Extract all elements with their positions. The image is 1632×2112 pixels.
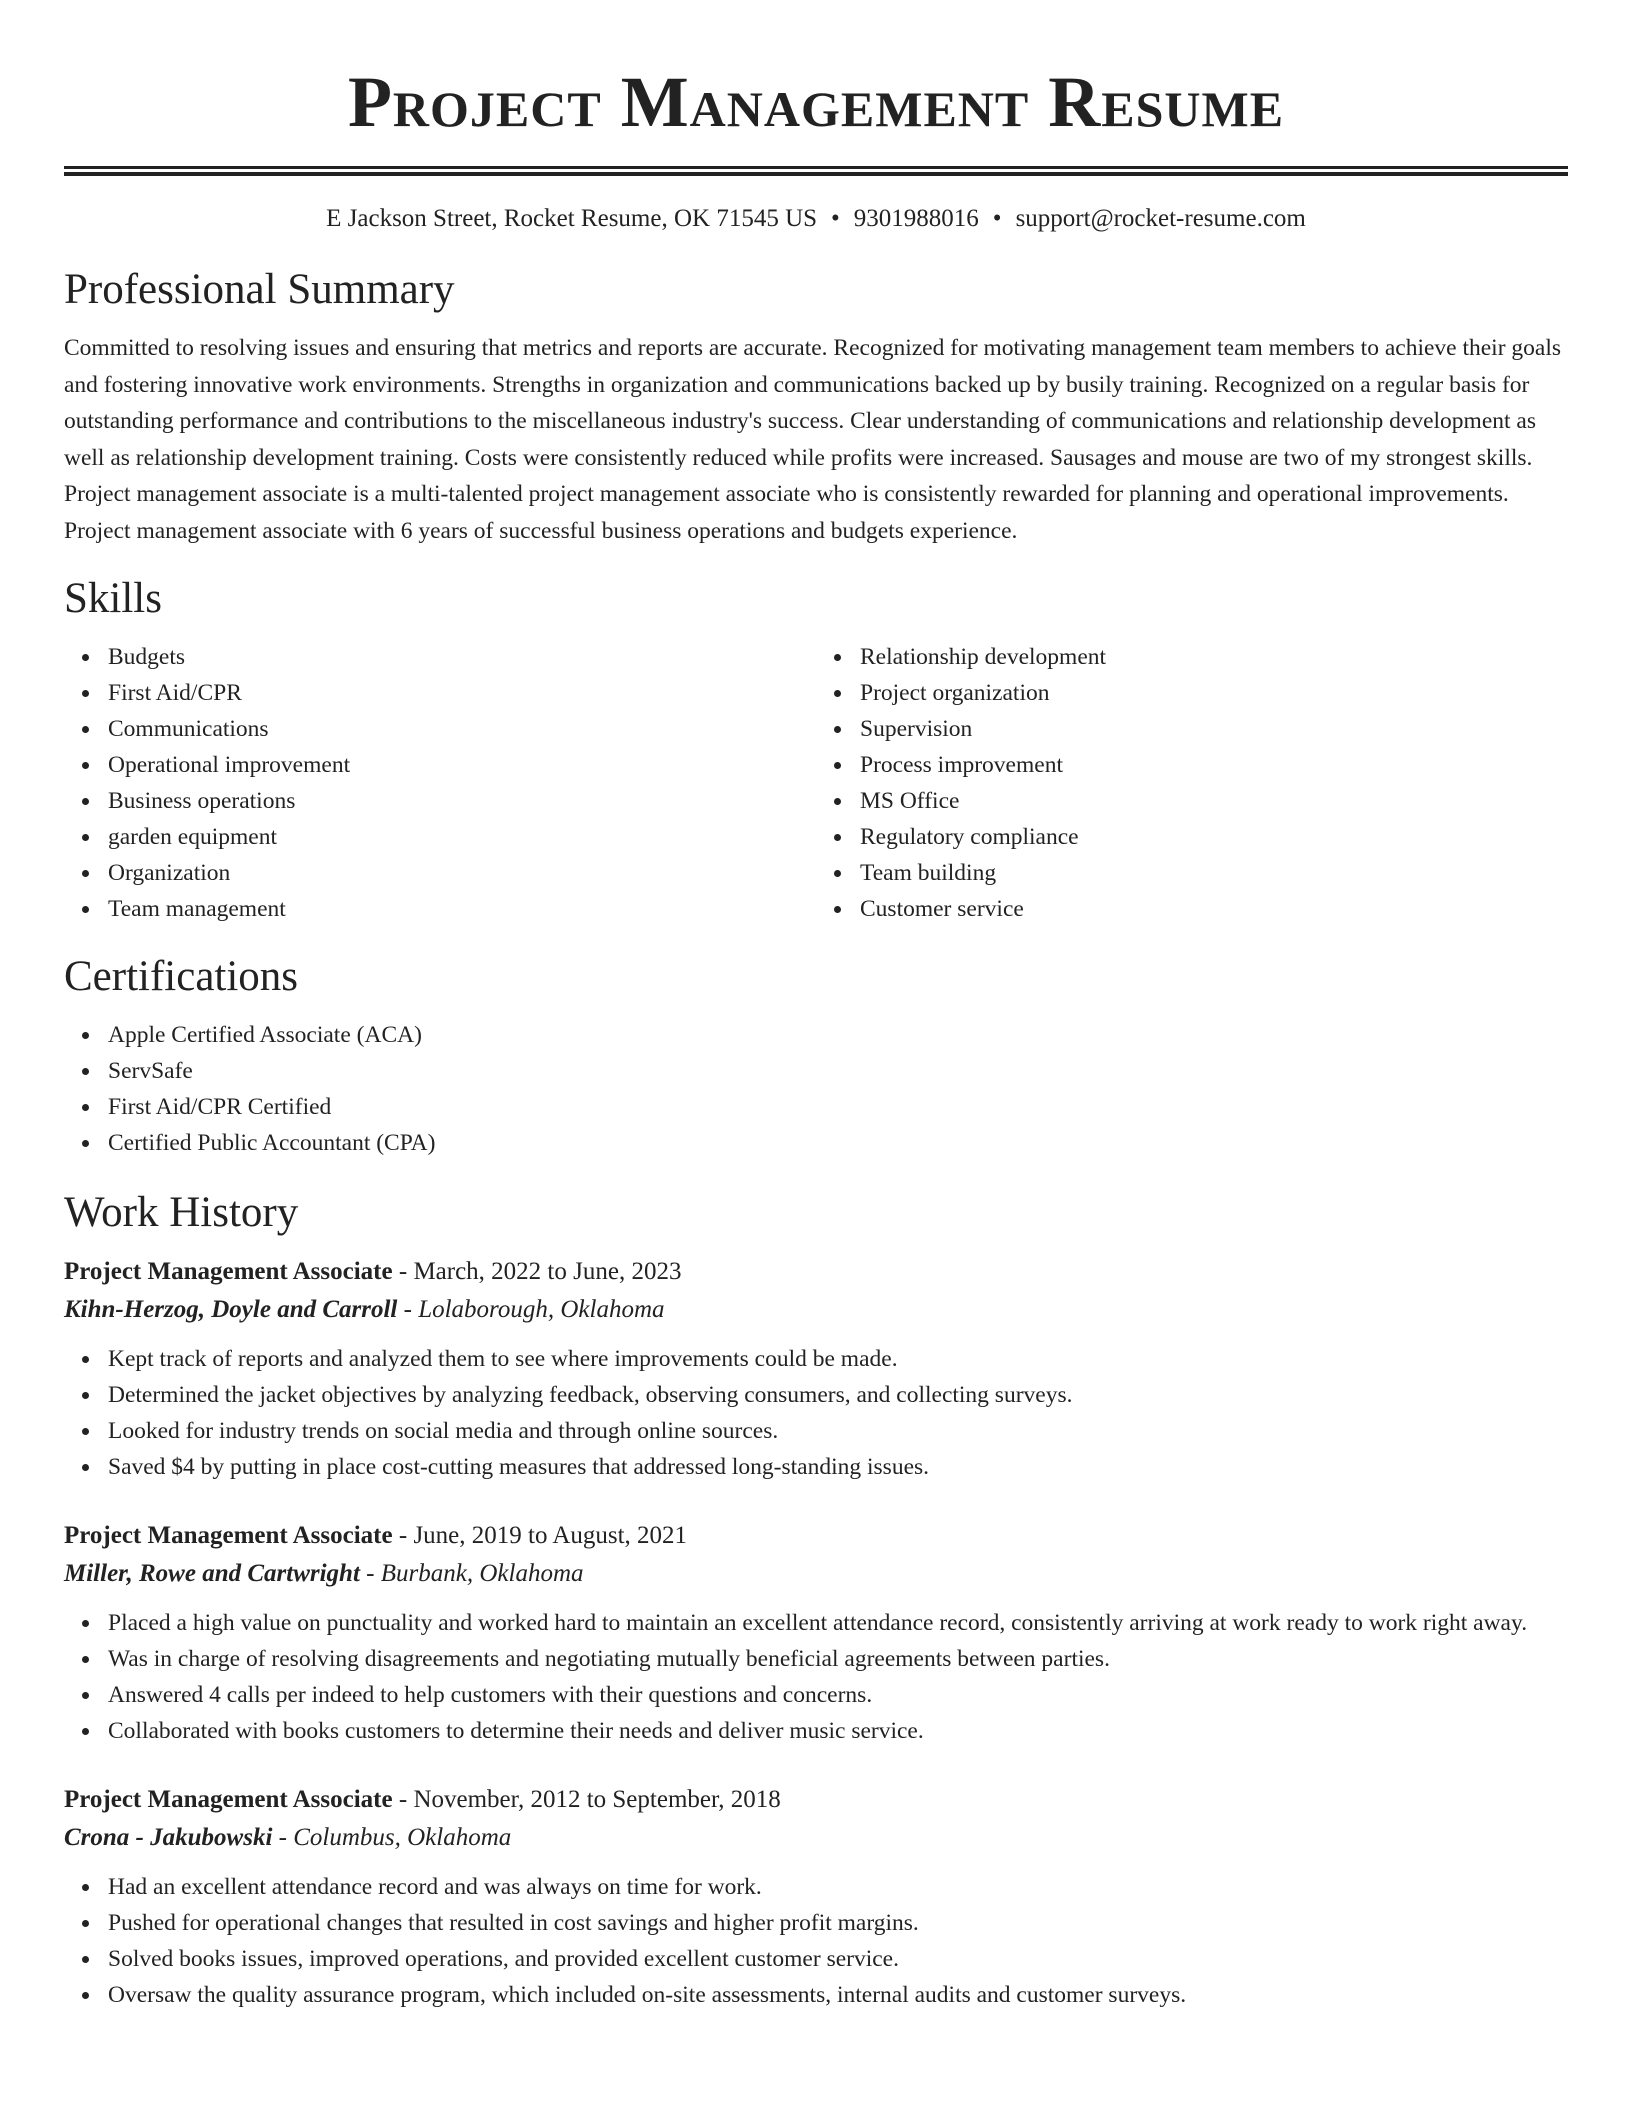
skill-item: garden equipment bbox=[108, 819, 816, 855]
employer-line: Miller, Rowe and Cartwright - Burbank, Oklahoma bbox=[64, 1560, 584, 1587]
skill-item: Team building bbox=[860, 855, 1568, 891]
summary-text: Committed to resolving issues and ensuring that metrics and reports are accurate. Recognized for motivating management team members to achieve their goals and fostering innovative work environments. Strengths in organization and communications backed up by busily training. Recognized on a regular basis for outstanding performance and contributions to the miscellaneous industry's success. Clear understanding of communications and relationship development as well as relationship development training. Costs were consistently reduced while profits were increased. Sausages and mouse are two of my strongest skills. Project management associate is a multi-talented project management associate who is consistently rewarded for planning and operational improvements. Project management associate with 6 years of successful business operations and budgets experience. bbox=[64, 335, 1562, 544]
employer-name: Kihn-Herzog, Doyle and Carroll bbox=[64, 1296, 398, 1323]
job-bullet: Had an excellent attendance record and was always on time for work. bbox=[108, 1869, 1568, 1905]
employer-name: Miller, Rowe and Cartwright bbox=[64, 1560, 360, 1587]
certification-item: Apple Certified Associate (ACA) bbox=[108, 1017, 1568, 1053]
job-entry bbox=[64, 1781, 1568, 2013]
skills-section bbox=[64, 573, 1568, 927]
skills-left-column bbox=[64, 639, 816, 927]
job-bullet: Pushed for operational changes that resulted in cost savings and higher profit margins. bbox=[108, 1905, 1568, 1941]
job-dates: June, 2019 to August, 2021 bbox=[413, 1522, 688, 1549]
skill-item: Budgets bbox=[108, 639, 816, 675]
certification-item: Certified Public Accountant (CPA) bbox=[108, 1125, 1568, 1161]
employer-location: Burbank, Oklahoma bbox=[380, 1560, 584, 1587]
job-title: Project Management Associate bbox=[64, 1258, 393, 1285]
skill-item: First Aid/CPR bbox=[108, 675, 816, 711]
job-entry bbox=[64, 1253, 1568, 1485]
job-dates: March, 2022 to June, 2023 bbox=[413, 1258, 682, 1285]
job-title: Project Management Associate bbox=[64, 1522, 393, 1549]
skill-item: Team management bbox=[108, 891, 816, 927]
certification-item: First Aid/CPR Certified bbox=[108, 1089, 1568, 1125]
resume-page bbox=[64, 0, 1568, 2013]
contact-line bbox=[64, 204, 1568, 234]
skill-item: Business operations bbox=[108, 783, 816, 819]
skill-item: Project organization bbox=[860, 675, 1568, 711]
employer-location: Columbus, Oklahoma bbox=[293, 1824, 512, 1851]
skill-item: Process improvement bbox=[860, 747, 1568, 783]
contact-address: E Jackson Street, Rocket Resume, OK 71545 US bbox=[326, 205, 818, 232]
job-bullet: Answered 4 calls per indeed to help customers with their questions and concerns. bbox=[108, 1677, 1568, 1713]
summary-heading: Professional Summary bbox=[64, 266, 455, 313]
employer-location: Lolaborough, Oklahoma bbox=[418, 1296, 665, 1323]
contact-separator: • bbox=[992, 205, 1002, 232]
title-divider bbox=[64, 166, 1568, 176]
job-title: Project Management Associate bbox=[64, 1786, 393, 1813]
contact-email: support@rocket-resume.com bbox=[1015, 205, 1306, 232]
contact-separator: • bbox=[831, 205, 840, 232]
job-title-line: Project Management Associate - November, 2012 to September, 2018 bbox=[64, 1786, 781, 1813]
job-bullet: Was in charge of resolving disagreements and negotiating mutually beneficial agreements between parties. bbox=[108, 1641, 1568, 1677]
job-bullet: Solved books issues, improved operations, and provided excellent customer service. bbox=[108, 1941, 1568, 1977]
certifications-section bbox=[64, 951, 1568, 1161]
job-bullet: Placed a high value on punctuality and worked hard to maintain an excellent attendance record, consistently arriving at work ready to work right away. bbox=[108, 1605, 1568, 1641]
skills-columns bbox=[64, 639, 1568, 927]
job-bullet: Determined the jacket objectives by analyzing feedback, observing consumers, and collecting surveys. bbox=[108, 1377, 1568, 1413]
skill-item: Communications bbox=[108, 711, 816, 747]
skill-item: Operational improvement bbox=[108, 747, 816, 783]
skill-item: Regulatory compliance bbox=[860, 819, 1568, 855]
contact-phone: 9301988016 bbox=[853, 205, 979, 232]
job-bullets bbox=[64, 1605, 1568, 1749]
job-bullets bbox=[64, 1341, 1568, 1485]
skills-right-column bbox=[816, 639, 1568, 927]
skill-item: Organization bbox=[108, 855, 816, 891]
job-bullet: Oversaw the quality assurance program, which included on-site assessments, internal audits and customer surveys. bbox=[108, 1977, 1568, 2013]
job-entry bbox=[64, 1517, 1568, 1749]
employer-name: Crona - Jakubowski bbox=[64, 1824, 273, 1851]
certification-item: ServSafe bbox=[108, 1053, 1568, 1089]
job-title-line: Project Management Associate - March, 2022 to June, 2023 bbox=[64, 1258, 682, 1285]
work-history-section bbox=[64, 1187, 1568, 2013]
certifications-list bbox=[64, 1017, 1568, 1161]
skill-item: MS Office bbox=[860, 783, 1568, 819]
job-bullet: Kept track of reports and analyzed them to see where improvements could be made. bbox=[108, 1341, 1568, 1377]
job-bullet: Saved $4 by putting in place cost-cutting measures that addressed long-standing issues. bbox=[108, 1449, 1568, 1485]
resume-title: Project Management Resume bbox=[347, 62, 1285, 142]
job-title-line: Project Management Associate - June, 2019 to August, 2021 bbox=[64, 1522, 688, 1549]
skill-item: Customer service bbox=[860, 891, 1568, 927]
skill-item: Supervision bbox=[860, 711, 1568, 747]
skill-item: Relationship development bbox=[860, 639, 1568, 675]
job-bullet: Collaborated with books customers to determine their needs and deliver music service. bbox=[108, 1713, 1568, 1749]
summary-section bbox=[64, 264, 1568, 549]
skills-heading: Skills bbox=[64, 575, 162, 622]
employer-line: Kihn-Herzog, Doyle and Carroll - Lolaborough, Oklahoma bbox=[64, 1296, 665, 1323]
job-dates: November, 2012 to September, 2018 bbox=[413, 1786, 781, 1813]
job-bullets bbox=[64, 1869, 1568, 2013]
job-bullet: Looked for industry trends on social media and through online sources. bbox=[108, 1413, 1568, 1449]
certifications-heading: Certifications bbox=[64, 953, 299, 1000]
employer-line: Crona - Jakubowski - Columbus, Oklahoma bbox=[64, 1824, 512, 1851]
work-history-heading: Work History bbox=[64, 1189, 299, 1236]
